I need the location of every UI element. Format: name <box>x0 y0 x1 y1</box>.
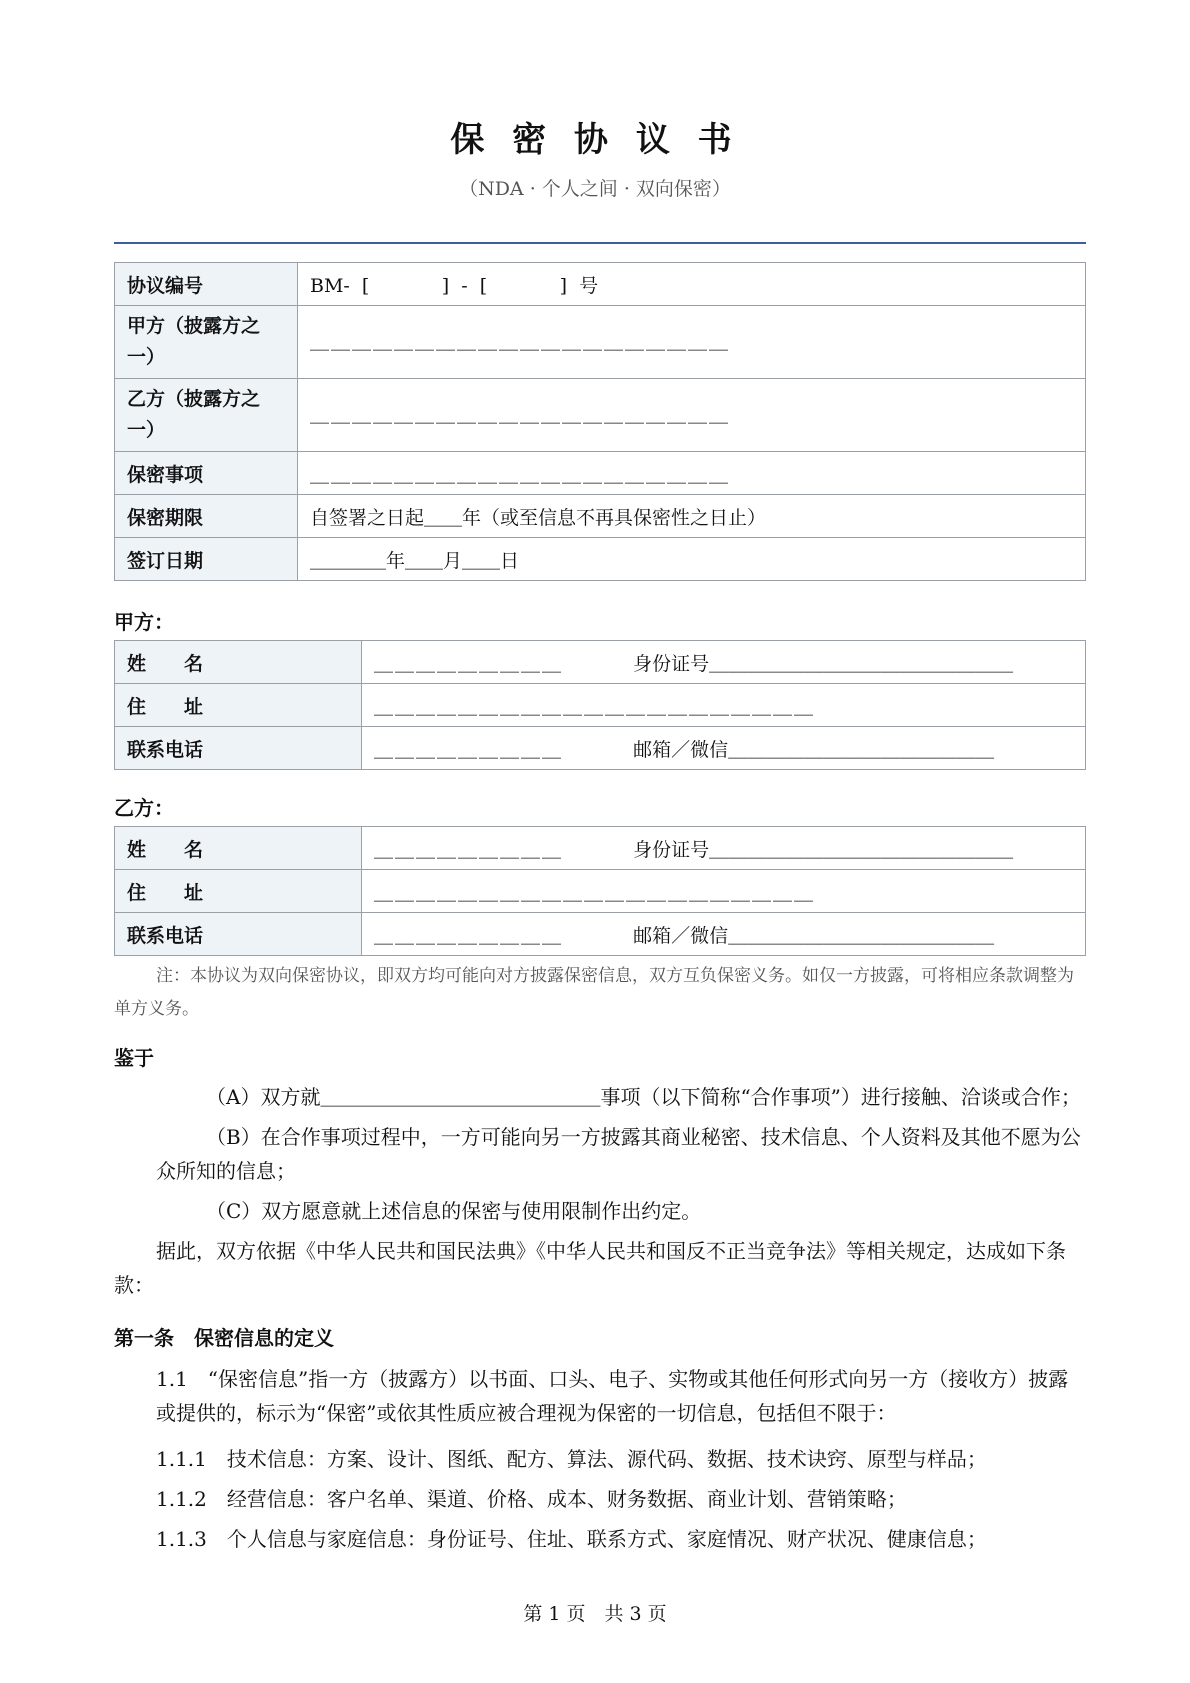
whereas-clause-a <box>114 1080 1086 1114</box>
party-a-heading: 甲方： <box>114 610 174 634</box>
whereas-clause-c <box>114 1194 1086 1228</box>
name-id-cell <box>362 641 1086 684</box>
address-field[interactable]: ＿＿＿＿＿＿＿＿＿＿＿＿＿＿＿＿＿＿＿＿＿ <box>362 870 1086 913</box>
address-label: 住 址 <box>115 684 362 727</box>
row-label: 保密事项 <box>115 452 298 495</box>
id-number-field[interactable]: 身份证号＿＿＿＿＿＿＿＿＿＿＿＿＿＿＿＿ <box>633 838 1014 861</box>
id-number-field[interactable]: 身份证号＿＿＿＿＿＿＿＿＿＿＿＿＿＿＿＿ <box>633 652 1014 675</box>
phone-field[interactable]: ＿＿＿＿＿＿＿＿＿ <box>374 738 564 761</box>
whereas-clause-b <box>114 1120 1086 1188</box>
confidential-matter-field[interactable]: ＿＿＿＿＿＿＿＿＿＿＿＿＿＿＿＿＿＿＿＿ <box>298 452 1086 495</box>
clause-text: （A）双方就＿＿＿＿＿＿＿＿＿＿＿＿＿＿事项（以下简称“合作事项”）进行接触、洽谈或合作； <box>206 1085 1081 1109</box>
table-row <box>115 452 1086 495</box>
phone-label: 联系电话 <box>115 727 362 770</box>
address-field[interactable]: ＿＿＿＿＿＿＿＿＿＿＿＿＿＿＿＿＿＿＿＿＿ <box>362 684 1086 727</box>
clause-1-1-2: 1.1.2 经营信息：客户名单、渠道、价格、成本、财务数据、商业计划、营销策略； <box>156 1487 907 1511</box>
name-field[interactable]: ＿＿＿＿＿＿＿＿＿ <box>374 838 564 861</box>
clause-text: （C）双方愿意就上述信息的保密与使用限制作出约定。 <box>206 1199 702 1223</box>
clause-1-1-1: 1.1.1 技术信息：方案、设计、图纸、配方、算法、源代码、数据、技术诀窍、原型与样品； <box>156 1447 987 1471</box>
name-label: 姓 名 <box>115 641 362 684</box>
clause-text: （B）在合作事项过程中，一方可能向另一方披露其商业秘密、技术信息、个人资料及其他不愿为公众所知的信息； <box>156 1125 1081 1183</box>
phone-label: 联系电话 <box>115 913 362 956</box>
document-subtitle: （NDA · 个人之间 · 双向保密） <box>459 178 731 200</box>
article-1-heading: 第一条 保密信息的定义 <box>114 1326 334 1350</box>
table-row <box>115 870 1086 913</box>
phone-field[interactable]: ＿＿＿＿＿＿＿＿＿ <box>374 924 564 947</box>
table-row <box>115 913 1086 956</box>
table-row <box>115 684 1086 727</box>
clause-1-1-3: 1.1.3 个人信息与家庭信息：身份证号、住址、联系方式、家庭情况、财产状况、健康信息； <box>156 1527 987 1551</box>
table-row <box>115 263 1086 306</box>
document-title: 保 密 协 议 书 <box>450 120 740 160</box>
clause-1-1: 1.1 “保密信息”指一方（披露方）以书面、口头、电子、实物或其他任何形式向另一方（接收方）披露或提供的，标示为“保密”或依其性质应被合理视为保密的一切信息，包括但不限于： <box>156 1367 1069 1425</box>
party-b-field[interactable]: ＿＿＿＿＿＿＿＿＿＿＿＿＿＿＿＿＿＿＿＿ <box>298 379 1086 452</box>
address-label: 住 址 <box>115 870 362 913</box>
table-row <box>115 827 1086 870</box>
signing-date-field[interactable]: ＿＿＿＿年＿＿月＿＿日 <box>298 538 1086 581</box>
phone-email-cell <box>362 727 1086 770</box>
table-row <box>115 379 1086 452</box>
table-row <box>115 641 1086 684</box>
table-row <box>115 538 1086 581</box>
table-row <box>115 727 1086 770</box>
row-label: 甲方（披露方之一） <box>115 306 298 379</box>
whereas-conclusion: 据此，双方依据《中华人民共和国民法典》《中华人民共和国反不正当竞争法》等相关规定，达成如下条款： <box>114 1239 1066 1297</box>
party-b-heading: 乙方： <box>114 796 174 820</box>
table-row <box>115 306 1086 379</box>
email-wechat-field[interactable]: 邮箱／微信＿＿＿＿＿＿＿＿＿＿＿＿＿＿ <box>633 924 995 947</box>
row-label: 签订日期 <box>115 538 298 581</box>
phone-email-cell <box>362 913 1086 956</box>
row-label: 乙方（披露方之一） <box>115 379 298 452</box>
email-wechat-field[interactable]: 邮箱／微信＿＿＿＿＿＿＿＿＿＿＿＿＿＿ <box>633 738 995 761</box>
agreement-number-field[interactable]: BM- [ ] - [ ] 号 <box>298 263 1086 306</box>
name-label: 姓 名 <box>115 827 362 870</box>
title-divider <box>114 242 1086 244</box>
party-a-table <box>114 640 1086 770</box>
name-field[interactable]: ＿＿＿＿＿＿＿＿＿ <box>374 652 564 675</box>
bilateral-note: 注：本协议为双向保密协议，即双方均可能向对方披露保密信息，双方互负保密义务。如仅一方披露，可将相应条款调整为单方义务。 <box>114 966 1074 1019</box>
name-id-cell <box>362 827 1086 870</box>
whereas-heading: 鉴于 <box>114 1046 154 1070</box>
page-number: 第 1 页 共 3 页 <box>523 1603 667 1625</box>
party-b-table <box>114 826 1086 956</box>
row-label: 保密期限 <box>115 495 298 538</box>
party-a-field[interactable]: ＿＿＿＿＿＿＿＿＿＿＿＿＿＿＿＿＿＿＿＿ <box>298 306 1086 379</box>
confidential-term-field[interactable]: 自签署之日起＿＿年（或至信息不再具保密性之日止） <box>298 495 1086 538</box>
agreement-info-table <box>114 262 1086 581</box>
table-row <box>115 495 1086 538</box>
row-label: 协议编号 <box>115 263 298 306</box>
